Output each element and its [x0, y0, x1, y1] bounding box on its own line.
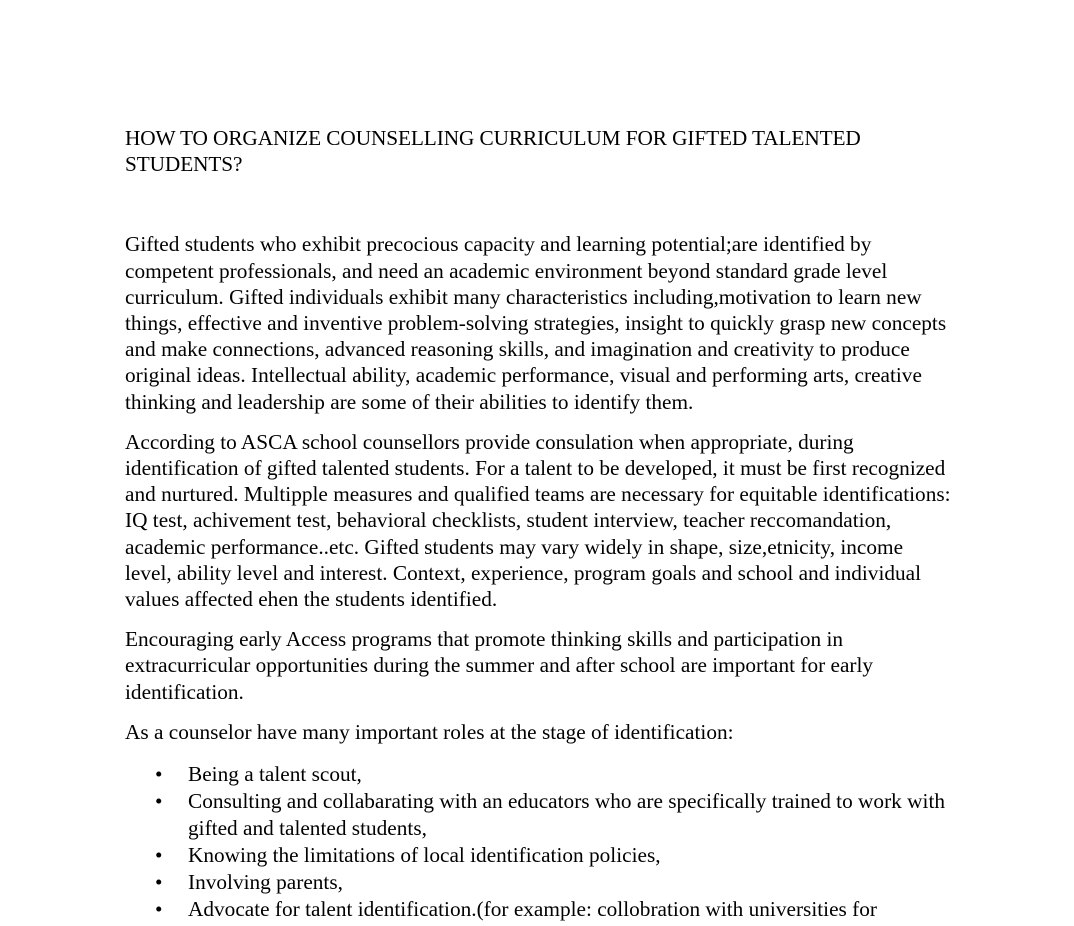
- paragraph-early-access: Encouraging early Access programs that promote thinking skills and participation in extracurricular opportunities during the summer and after school are important for early identification.: [125, 627, 874, 704]
- paragraph-asca-identification: According to ASCA school counsellors provide consulation when appropriate, during identification of gifted talented students. For a talent to be developed, it must be first recognized and nurtured. Multipple measures and qualified teams are necessary for equitable identifications: IQ test, achivement test, behavioral checklists, student interview, teacher reccomandation, academic performance..etc. Gifted students may vary widely in shape, size,etnicity, income level, ability level and interest. Context, experience, program goals and school and individual values affected ehen the students identified.: [125, 429, 951, 612]
- list-item: [125, 788, 955, 842]
- bullet-icon: •: [155, 762, 163, 787]
- paragraph-gifted-definition: Gifted students who exhibit precocious capacity and learning potential;are identified by competent professionals, and need an academic environment beyond standard grade level curriculum. Gifted individuals exhibit many characteristics including,motivation to learn new things, effective and inventive problem-solving strategies, insight to quickly grasp new concepts and make connections, advanced reasoning skills, and imagination and creativity to produce original ideas. Intellectual ability, academic performance, visual and performing arts, creative thinking and leadership are some of their abilities to identify them.: [125, 232, 947, 414]
- list-item-text: Involving parents,: [188, 870, 343, 895]
- list-item: [125, 896, 955, 923]
- bullet-icon: •: [155, 843, 163, 868]
- list-item-text: Consulting and collabarating with an educators who are specifically trained to work with gifted and talented students,: [188, 789, 946, 841]
- bullet-icon: •: [155, 789, 163, 814]
- document-page: [125, 125, 955, 923]
- list-item-text: Knowing the limitations of local identification policies,: [188, 843, 661, 868]
- list-item-text: Being a talent scout,: [188, 762, 362, 787]
- bullet-icon: •: [155, 897, 163, 922]
- list-item: [125, 761, 955, 788]
- list-item: [125, 869, 955, 896]
- list-item-text: Advocate for talent identification.(for example: collobration with universities for: [188, 897, 877, 922]
- bullet-icon: •: [155, 870, 163, 895]
- counselor-roles-list: [125, 761, 955, 923]
- document-title: HOW TO ORGANIZE COUNSELLING CURRICULUM FOR GIFTED TALENTED STUDENTS?: [125, 126, 861, 177]
- list-item: [125, 842, 955, 869]
- paragraph-counselor-roles-intro: As a counselor have many important roles at the stage of identification:: [125, 719, 734, 744]
